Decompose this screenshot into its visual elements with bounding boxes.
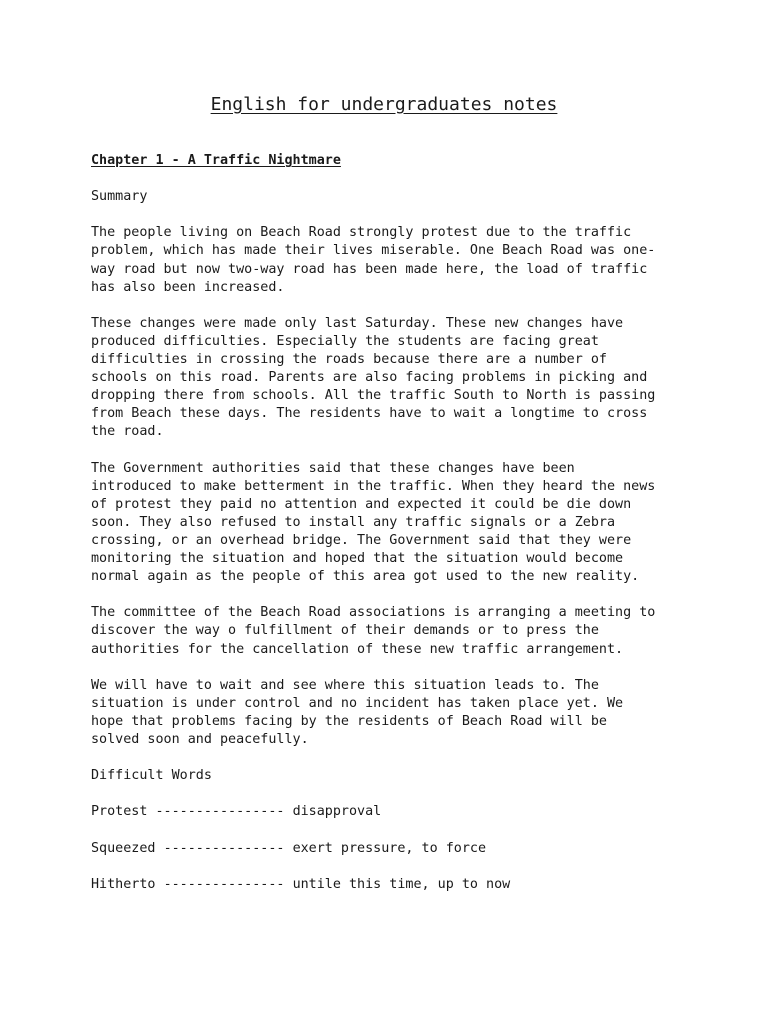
paragraph-line: hope that problems facing by the residents of Beach Road will be [91,713,607,729]
paragraph-line: monitoring the situation and hoped that the situation would become [91,551,624,567]
paragraph-line: the road. [91,424,164,440]
summary-paragraph [91,460,691,587]
page-title: English for undergraduates notes [210,94,558,115]
paragraph-line: solved soon and peacefully. [91,732,309,747]
paragraph-line: from Beach these days. The residents have to wait a longtime to cross [91,406,648,422]
summary-paragraph [91,315,691,442]
paragraph-line: situation is under control and no incident has taken place yet. We [91,695,624,711]
paragraph-line: crossing, or an overhead bridge. The Government said that they were [91,532,632,548]
paragraph-line: soon. They also refused to install any traffic signals or a Zebra [91,514,616,530]
paragraph-line: We will have to wait and see where this situation leads to. The [91,677,599,693]
difficult-word-row [91,840,691,858]
paragraph-line: way road but now two-way road has been made here, the load of traffic [91,261,648,277]
word-separator-dashes: --------------- [163,876,285,892]
paragraph-line: dropping there from schools. All the traffic South to North is passing [91,388,656,404]
paragraph-line: The committee of the Beach Road associations is arranging a meeting to [91,605,656,621]
paragraph-line: introduced to make betterment in the traffic. When they heard the news [91,478,656,494]
paragraph-line: discover the way o fulfillment of their demands or to press the [91,623,599,639]
difficult-word-row [91,803,691,821]
document-body [91,152,691,894]
paragraph-line: authorities for the cancellation of these new traffic arrangement. [91,641,624,657]
paragraph-line: The Government authorities said that these changes have been [91,460,575,476]
paragraph-line: difficulties in crossing the roads because there are a number of [91,352,607,368]
paragraph-line: has also been increased. [91,279,285,295]
paragraph-line: normal again as the people of this area got used to the new reality. [91,569,640,585]
difficult-words-list [91,803,691,893]
difficult-words-heading: Difficult Words [91,768,212,784]
summary-paragraph [91,224,691,296]
paragraph-line: These changes were made only last Saturday. These new changes have [91,315,624,331]
difficult-word: Squeezed [91,840,156,856]
word-meaning: untile this time, up to now [292,876,511,892]
word-meaning: disapproval [292,804,382,820]
chapter-heading: Chapter 1 - A Traffic Nightmare [91,153,341,168]
summary-paragraph [91,604,691,658]
summary-paragraph [91,677,691,749]
paragraph-line: problem, which has made their lives miserable. One Beach Road was one- [91,243,656,259]
difficult-word: Protest [91,804,148,820]
summary-heading: Summary [91,189,148,205]
difficult-word: Hitherto [91,876,156,892]
paragraph-line: The people living on Beach Road strongly protest due to the traffic [91,225,632,241]
word-meaning: exert pressure, to force [292,840,487,856]
paragraph-line: of protest they paid no attention and expected it could be die down [91,496,632,512]
word-separator-dashes: --------------- [163,840,285,856]
summary-paragraphs [91,224,691,767]
difficult-word-row [91,876,691,894]
word-separator-dashes: ---------------- [155,804,285,820]
paragraph-line: schools on this road. Parents are also facing problems in picking and [91,370,648,386]
paragraph-line: produced difficulties. Especially the students are facing great [91,333,599,349]
